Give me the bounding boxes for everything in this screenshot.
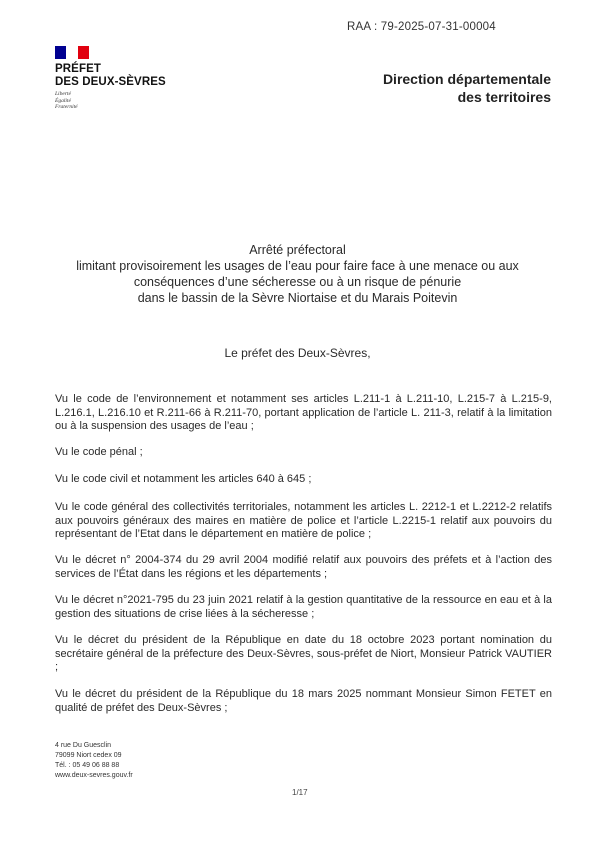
- visa-paragraph-7: Vu le décret du président de la République en date du 18 octobre 2023 portant nomination du secrétaire général de la préfecture des Deux-Sèvres, sous-préfet de Niort, Monsieur Patrick VAUTIER ;: [55, 634, 552, 673]
- raa-reference: RAA : 79-2025-07-31-00004: [347, 21, 496, 33]
- flag-white-stripe: [66, 46, 77, 59]
- department-line2: des territoires: [457, 89, 551, 105]
- flag-red-stripe: [78, 46, 89, 59]
- visa-paragraph-8: Vu le décret du président de la République du 18 mars 2025 nommant Monsieur Simon FETET en qualité de préfet des Deux-Sèvres ;: [55, 688, 552, 714]
- visa-paragraph-4: Vu le code général des collectivités territoriales, notamment les articles L. 2212-1 et L.2212-2 relatifs aux pouvoirs généraux des maires en matière de police et l’article L.2215-1 relatif aux pouvoirs du représentant de l’Etat dans le département en matière de police ;: [55, 501, 552, 540]
- footer-phone: Tél. : 05 49 06 88 88: [55, 762, 120, 769]
- republic-motto: [55, 91, 166, 111]
- flag-blue-stripe: [55, 46, 66, 59]
- department-line1: Direction départementale: [382, 71, 551, 87]
- visa-paragraph-5: Vu le décret n° 2004-374 du 29 avril 2004 modifié relatif aux pouvoirs des préfets et à l’action des services de l’État dans les régions et les départements ;: [55, 554, 552, 580]
- motto-fraternite: Fraternité: [55, 104, 78, 110]
- footer-city: 79099 Niort cedex 09: [55, 752, 122, 759]
- visa-paragraph-2: Vu le code pénal ;: [55, 446, 143, 458]
- decree-title-line3: conséquences d’une sécheresse ou à un risque de pénurie: [133, 275, 462, 289]
- prefecture-logo: [55, 46, 166, 111]
- visa-paragraph-6: Vu le décret n°2021-795 du 23 juin 2021 relatif à la gestion quantitative de la ressource en eau et à la gestion des situations de crise liées à la sécheresse ;: [55, 594, 552, 620]
- decree-title-line2: limitant provisoirement les usages de l’eau pour faire face à une menace ou aux: [76, 259, 519, 273]
- footer-address: [55, 741, 133, 781]
- decree-title: [40, 242, 555, 306]
- decree-title-line4: dans le bassin de la Sèvre Niortaise et du Marais Poitevin: [137, 291, 458, 305]
- visa-paragraph-1: Vu le code de l’environnement et notamment ses articles L.211-1 à L.211-10, L.215-7 à L.215-9, L.216.1, L.216.10 et R.211-66 à R.211-70, portant application de l’article L. 211-3, relatif à la limitation ou à la suspension des usages de l’eau ;: [55, 393, 552, 432]
- prefet-intro: Le préfet des Deux-Sèvres,: [224, 346, 371, 360]
- footer-street: 4 rue Du Guesclin: [55, 742, 112, 749]
- logo-title-line1: PRÉFET: [55, 63, 101, 75]
- logo-title: [55, 63, 166, 89]
- logo-title-line2: DES DEUX-SÈVRES: [55, 76, 166, 88]
- french-flag-icon: [55, 46, 89, 59]
- footer-website[interactable]: www.deux-sevres.gouv.fr: [55, 772, 133, 779]
- motto-egalite: Égalité: [55, 97, 71, 104]
- department-name: [383, 70, 551, 106]
- page-number: 1/17: [292, 788, 308, 797]
- motto-liberte: Liberté: [55, 91, 71, 97]
- visa-paragraph-3: Vu le code civil et notamment les articles 640 à 645 ;: [55, 473, 312, 485]
- decree-title-line1: Arrêté préfectoral: [249, 243, 346, 257]
